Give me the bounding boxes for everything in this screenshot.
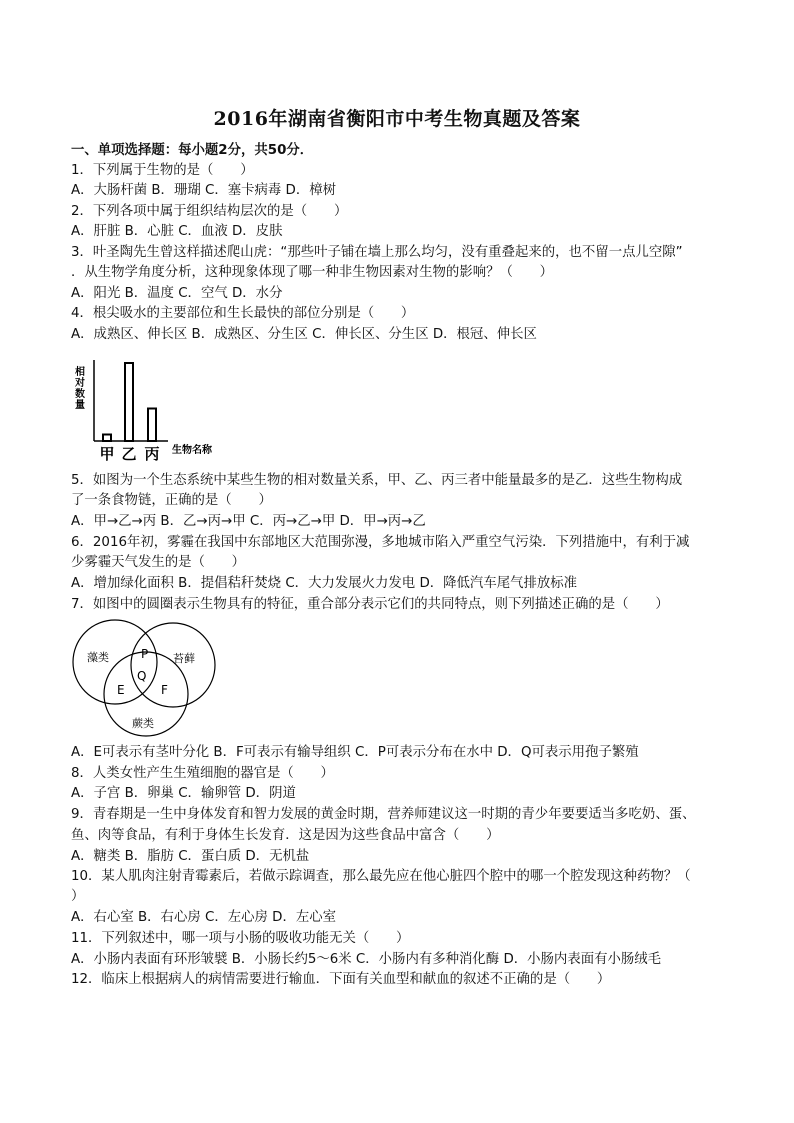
question-4-options: A．成熟区、伸长区 B．成熟区、分生区 C．伸长区、分生区 D．根冠、伸长区 xyxy=(71,327,537,342)
venn-circle-algae xyxy=(73,620,157,704)
y-axis-label xyxy=(74,365,85,411)
question-5-options: A．甲→乙→丙 B．乙→丙→甲 C．丙→乙→甲 D．甲→丙→乙 xyxy=(71,514,426,529)
question-9-cont: 鱼、肉等食品，有利于身体生长发育．这是因为这些食品中富含（ ） xyxy=(71,828,500,843)
question-5-cont: 了一条食物链，正确的是（ ） xyxy=(71,493,272,508)
question-10: 10．某人肌肉注射青霉素后，若做示踪调查，那么最先应在他心脏四个腔中的哪一个腔发现这种药物？（ xyxy=(71,869,691,884)
question-3-cont: ．从生物学角度分析，这种现象体现了哪一种非生物因素对生物的影响？（ ） xyxy=(71,265,554,280)
bar-2 xyxy=(125,363,133,441)
question-6: 6．2016年初，雾霾在我国中东部地区大范围弥漫，多地城市陷入严重空气污染．下列措施中，有利于减 xyxy=(71,535,690,550)
bar-chart-figure xyxy=(70,355,220,465)
venn-label-fern: 蕨类 xyxy=(132,717,154,730)
venn-label-moss: 苔藓 xyxy=(173,652,195,665)
svg-text:量: 量 xyxy=(75,400,85,411)
section-heading: 一、单项选择题：每小题2分，共50分． xyxy=(71,143,314,158)
venn-diagram xyxy=(70,617,230,739)
venn-region-e: E xyxy=(117,683,125,697)
question-11: 11．下列叙述中，哪一项与小肠的吸收功能无关（ ） xyxy=(71,931,410,946)
question-1-options: A．大肠杆菌 B．珊瑚 C．塞卡病毒 D．樟树 xyxy=(71,183,337,198)
x-axis-label: 生物名称 xyxy=(172,445,212,456)
question-12: 12．临床上根据病人的病情需要进行输血．下面有关血型和献血的叙述不正确的是（ ） xyxy=(71,972,611,987)
svg-text:数: 数 xyxy=(75,389,85,400)
question-7-options: A．E可表示有茎叶分化 B．F可表示有输导组织 C．P可表示分布在水中 D．Q可表示用孢子繁殖 xyxy=(71,745,639,760)
venn-region-q: Q xyxy=(137,669,147,683)
question-3: 3．叶圣陶先生曾这样描述爬山虎：“那些叶子铺在墙上那么均匀，没有重叠起来的，也不留一点儿空隙” xyxy=(71,245,683,260)
svg-text:对: 对 xyxy=(75,378,85,389)
question-5: 5．如图为一个生态系统中某些生物的相对数量关系，甲、乙、丙三者中能量最多的是乙．这些生物构成 xyxy=(71,473,683,488)
bar-1 xyxy=(103,435,111,442)
question-11-options: A．小肠内表面有环形皱襞 B．小肠长约5～6米 C．小肠内有多种消化酶 D．小肠内表面有小肠绒毛 xyxy=(71,952,662,967)
venn-region-p: P xyxy=(141,647,149,661)
question-1: 1．下列属于生物的是（ ） xyxy=(71,163,254,178)
question-7: 7．如图中的圆圈表示生物具有的特征，重合部分表示它们的共同特点，则下列描述正确的是（ ） xyxy=(71,597,669,612)
category-label-3: 丙 xyxy=(144,445,160,463)
question-10-options: A．右心室 B．右心房 C．左心房 D．左心室 xyxy=(71,910,337,925)
venn-circle-moss xyxy=(131,623,215,707)
question-6-options: A．增加绿化面积 B．提倡秸秆焚烧 C．大力发展火力发电 D．降低汽车尾气排放标准 xyxy=(71,576,578,591)
question-10-cont: ） xyxy=(71,889,85,904)
question-9: 9．青春期是一生中身体发育和智力发展的黄金时期，营养师建议这一时期的青少年要要适当多吃奶、蛋、 xyxy=(71,807,696,822)
question-2: 2．下列各项中属于组织结构层次的是（ ） xyxy=(71,204,348,219)
question-3-options: A．阳光 B．温度 C．空气 D．水分 xyxy=(71,286,283,301)
venn-region-f: F xyxy=(161,683,168,697)
question-8: 8．人类女性产生生殖细胞的器官是（ ） xyxy=(71,766,334,781)
venn-label-algae: 藻类 xyxy=(87,651,109,664)
question-8-options: A．子宫 B．卵巢 C．输卵管 D．阴道 xyxy=(71,786,296,801)
svg-text:相: 相 xyxy=(75,367,85,378)
question-2-options: A．肝脏 B．心脏 C．血液 D．皮肤 xyxy=(71,224,283,239)
question-6-cont: 少雾霾天气发生的是（ ） xyxy=(71,555,246,570)
category-label-1: 甲 xyxy=(99,445,115,463)
question-9-options: A．糖类 B．脂肪 C．蛋白质 D．无机盐 xyxy=(71,849,310,864)
category-label-2: 乙 xyxy=(121,445,137,463)
question-4: 4．根尖吸水的主要部位和生长最快的部位分别是（ ） xyxy=(71,306,415,321)
bar-3 xyxy=(148,409,156,442)
page-title: 2016年湖南省衡阳市中考生物真题及答案 xyxy=(213,108,581,130)
